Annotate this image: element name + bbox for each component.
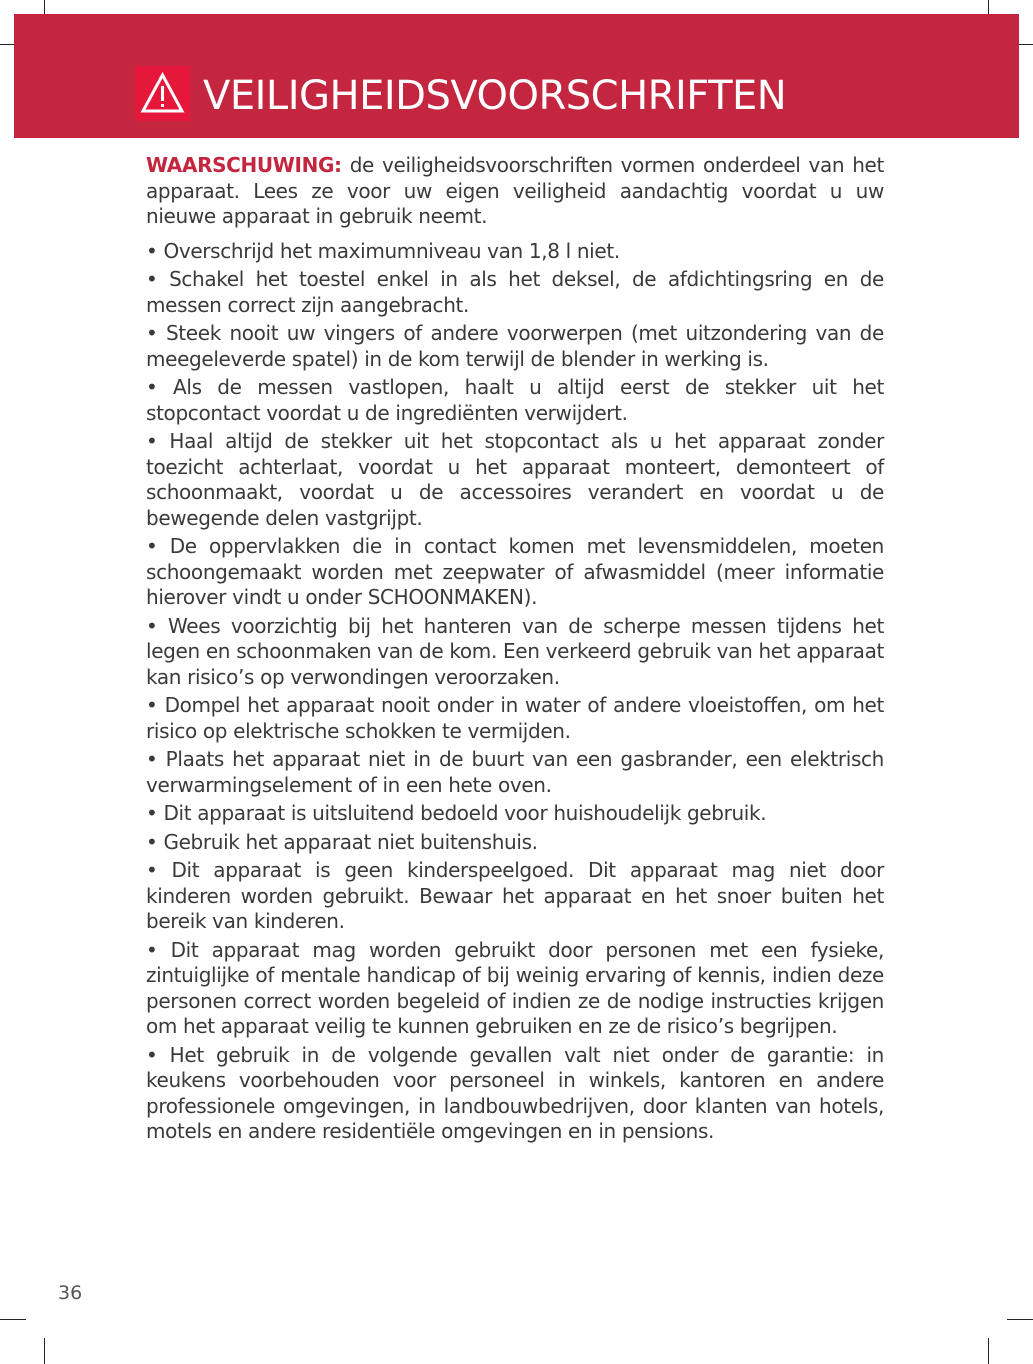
warning-box (135, 66, 190, 121)
list-item: • Gebruik het apparaat niet buitenshuis. (146, 829, 538, 854)
crop-mark (44, 1338, 45, 1364)
list-item: • Het gebruik in de volgende gevallen valt niet onder de garantie: in keukens voorbehouden voor personeel in winkels, kantoren en andere professionele omgevingen, in landbouwbedrijven, door klanten van hotels, motels en andere residentiële omgevingen en in pensions. (146, 1042, 884, 1143)
list-item: • Dit apparaat is geen kinderspeelgoed. Dit apparaat mag niet door kinderen worden gebruikt. Bewaar het apparaat en het snoer buiten het bereik van kinderen. (146, 858, 884, 933)
list-item: • Wees voorzichtig bij het hanteren van de scherpe messen tijdens het legen en schoonmaken van de kom. Een verkeerd gebruik van het apparaat kan risico’s op verwondingen veroorzaken. (146, 613, 884, 689)
intro-paragraph (146, 153, 884, 230)
list-item: • De oppervlakken die in contact komen met levensmiddelen, moeten schoongemaakt worden met zeepwater of afwasmiddel (meer informatie hierover vindt u onder SCHOONMAKEN). (146, 534, 884, 609)
crop-mark (988, 1338, 989, 1364)
list-item: • Als de messen vastlopen, haalt u altijd eerst de stekker uit het stopcontact voordat u de ingrediënten verwijdert. (146, 375, 884, 425)
list-item: • Dit apparaat mag worden gebruikt door personen met een fysieke, zintuiglijke of mentale handicap of bij weinig ervaring of kennis, indien deze personen correct worden begeleid of indien ze de nodige instructies krijgen om het apparaat veilig te kunnen gebruiken en ze de risico’s begrijpen. (146, 937, 884, 1038)
page-title: VEILIGHEIDSVOORSCHRIFTEN (203, 73, 787, 119)
page-number: 36 (58, 1282, 83, 1304)
crop-mark (0, 1319, 26, 1320)
list-item: • Haal altijd de stekker uit het stopcontact als u het apparaat zonder toezicht achterlaat, voordat u het apparaat monteert, demonteert of schoonmaakt, voordat u de accessoires verandert en voordat u de bewegende delen vastgrijpt. (146, 429, 884, 530)
list-item: • Dompel het apparaat nooit onder in water of andere vloeistoffen, om het risico op elektrische schokken te vermijden. (146, 693, 884, 743)
safety-instructions (146, 153, 884, 1148)
crop-mark (1007, 1319, 1033, 1320)
list-item: • Overschrijd het maximumniveau van 1,8 l niet. (146, 238, 620, 263)
list-item: • Dit apparaat is uitsluitend bedoeld voor huishoudelijk gebruik. (146, 801, 767, 825)
list-item: • Plaats het apparaat niet in de buurt van een gasbrander, een elektrisch verwarmingselement of in een hete oven. (146, 747, 884, 797)
intro-text: de veiligheidsvoorschriften vormen onderdeel van het apparaat. Lees ze voor uw eigen veiligheid aandachtig voordat u uw nieuwe apparaat in gebruik neemt. (146, 153, 884, 228)
list-item: • Steek nooit uw vingers of andere voorwerpen (met uitzondering van de meegeleverde spatel) in de kom terwijl de blender in werking is. (146, 321, 884, 371)
warning-triangle-icon (135, 66, 190, 121)
list-item: • Schakel het toestel enkel in als het deksel, de afdichtingsring en de messen correct zijn aangebracht. (146, 267, 884, 317)
warning-label: WAARSCHUWING: (146, 153, 342, 177)
